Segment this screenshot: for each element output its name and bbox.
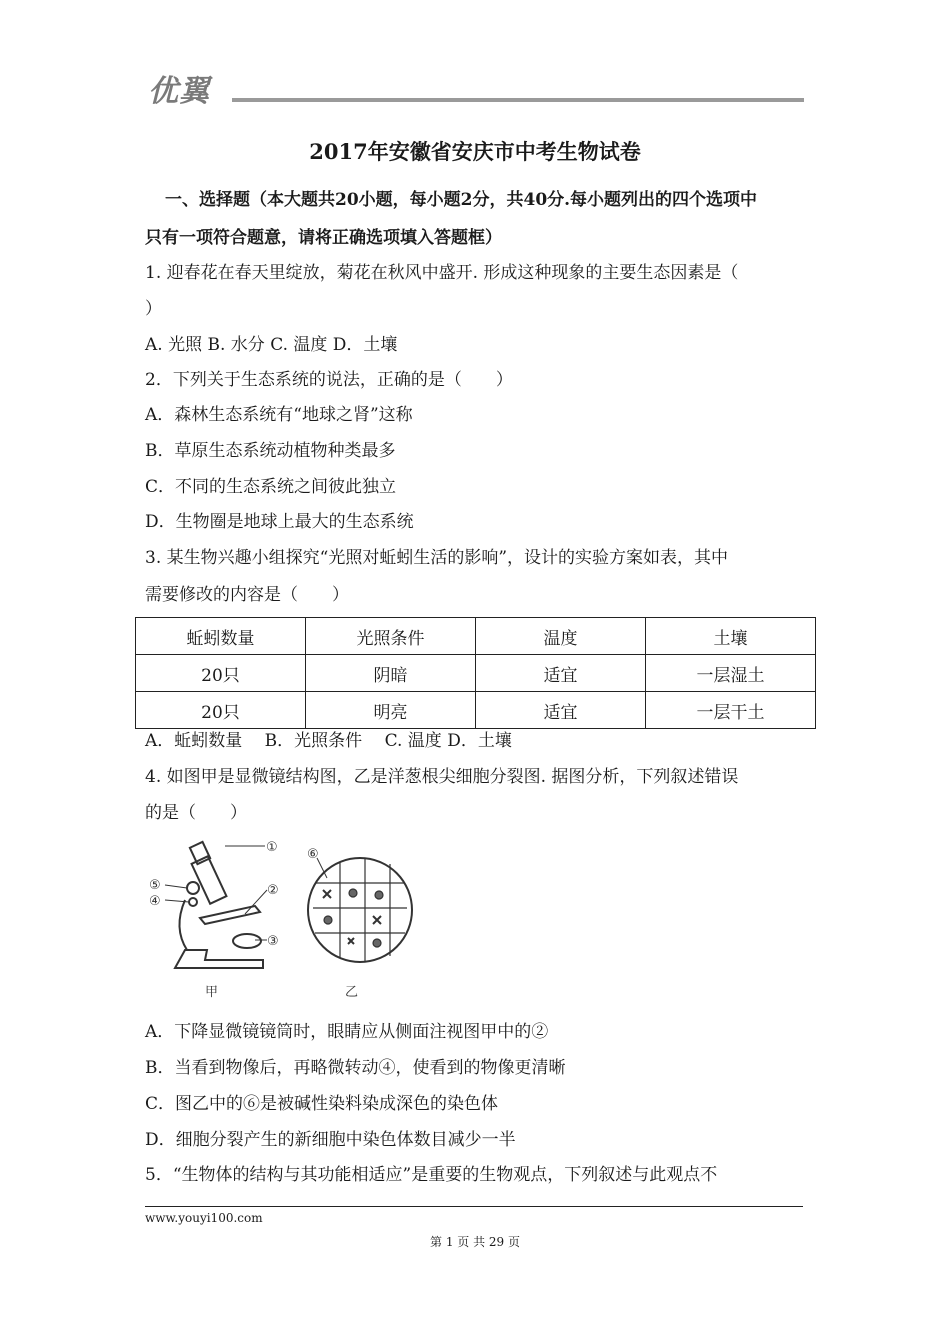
- experiment-table: [135, 617, 816, 729]
- q3-options: A．蚯蚓数量 B．光照条件 C. 温度 D．土壤: [145, 731, 512, 751]
- microscope-figure: [145, 838, 445, 1003]
- q2-option-d: D．生物圈是地球上最大的生态系统: [145, 512, 414, 532]
- q2-stem: 2．下列关于生态系统的说法，正确的是（ ）: [145, 370, 513, 390]
- q2-option-c: C．不同的生态系统之间彼此独立: [145, 477, 397, 497]
- table-header-cell: 温度: [476, 618, 646, 655]
- footer-rule: [145, 1206, 803, 1207]
- marker-6: ⑥: [307, 847, 319, 862]
- page-title: 2017年安徽省安庆市中考生物试卷: [309, 139, 641, 164]
- marker-1: ①: [266, 840, 278, 855]
- table-cell: 一层湿土: [646, 655, 816, 692]
- cell-division-illustration: [308, 858, 412, 962]
- marker-3: ③: [267, 934, 279, 949]
- footer-url: www.youyi100.com: [145, 1211, 263, 1225]
- q5-stem-line1: 5．“生物体的结构与其功能相适应”是重要的生物观点，下列叙述与此观点不: [145, 1165, 718, 1185]
- q4-stem-line1: 4. 如图甲是显微镜结构图，乙是洋葱根尖细胞分裂图. 据图分析，下列叙述错误: [145, 767, 739, 787]
- table-header-cell: 土壤: [646, 618, 816, 655]
- q1-options: A. 光照 B. 水分 C. 温度 D．土壤: [145, 335, 398, 355]
- microscope-illustration: [165, 842, 267, 968]
- table-cell: 适宜: [476, 655, 646, 692]
- q1-stem-line1: 1. 迎春花在春天里绽放，菊花在秋风中盛开. 形成这种现象的主要生态因素是（: [145, 263, 739, 283]
- table-cell: 明亮: [306, 692, 476, 729]
- logo: 优翼: [148, 74, 210, 109]
- q3-stem-line2: 需要修改的内容是（ ）: [145, 585, 349, 605]
- q4-option-c: C．图乙中的⑥是被碱性染料染成深色的染色体: [145, 1094, 499, 1114]
- table-cell: 20只: [136, 655, 306, 692]
- q1-stem-line2: ）: [145, 299, 162, 319]
- marker-2: ②: [267, 883, 279, 898]
- page-number: 第 1 页 共 29 页: [430, 1235, 520, 1249]
- figure-label-yi: 乙: [345, 985, 359, 1000]
- section-heading-line2: 只有一项符合题意，请将正确选项填入答题框）: [145, 228, 502, 248]
- table-header-cell: 蚯蚓数量: [136, 618, 306, 655]
- marker-5: ⑤: [149, 878, 161, 893]
- table-cell: 20只: [136, 692, 306, 729]
- q4-option-b: B．当看到物像后，再略微转动④，使看到的物像更清晰: [145, 1058, 566, 1078]
- marker-4: ④: [149, 894, 161, 909]
- section-heading-line1: 一、选择题（本大题共20小题，每小题2分，共40分.每小题列出的四个选项中: [165, 190, 758, 210]
- q4-option-a: A．下降显微镜镜筒时，眼睛应从侧面注视图甲中的②: [145, 1022, 549, 1042]
- table-cell: 适宜: [476, 692, 646, 729]
- q4-option-d: D．细胞分裂产生的新细胞中染色体数目减少一半: [145, 1130, 516, 1150]
- table-header-cell: 光照条件: [306, 618, 476, 655]
- figure-label-jia: 甲: [205, 985, 219, 1000]
- table-row: [136, 655, 816, 692]
- q3-stem-line1: 3. 某生物兴趣小组探究“光照对蚯蚓生活的影响”，设计的实验方案如表，其中: [145, 548, 729, 568]
- q4-stem-line2: 的是（ ）: [145, 803, 247, 823]
- table-header-row: [136, 618, 816, 655]
- table-cell: 阴暗: [306, 655, 476, 692]
- q2-option-b: B．草原生态系统动植物种类最多: [145, 441, 396, 461]
- table-cell: 一层干土: [646, 692, 816, 729]
- header-rule: [232, 98, 804, 102]
- table-row: [136, 692, 816, 729]
- q2-option-a: A．森林生态系统有“地球之肾”这称: [145, 405, 413, 425]
